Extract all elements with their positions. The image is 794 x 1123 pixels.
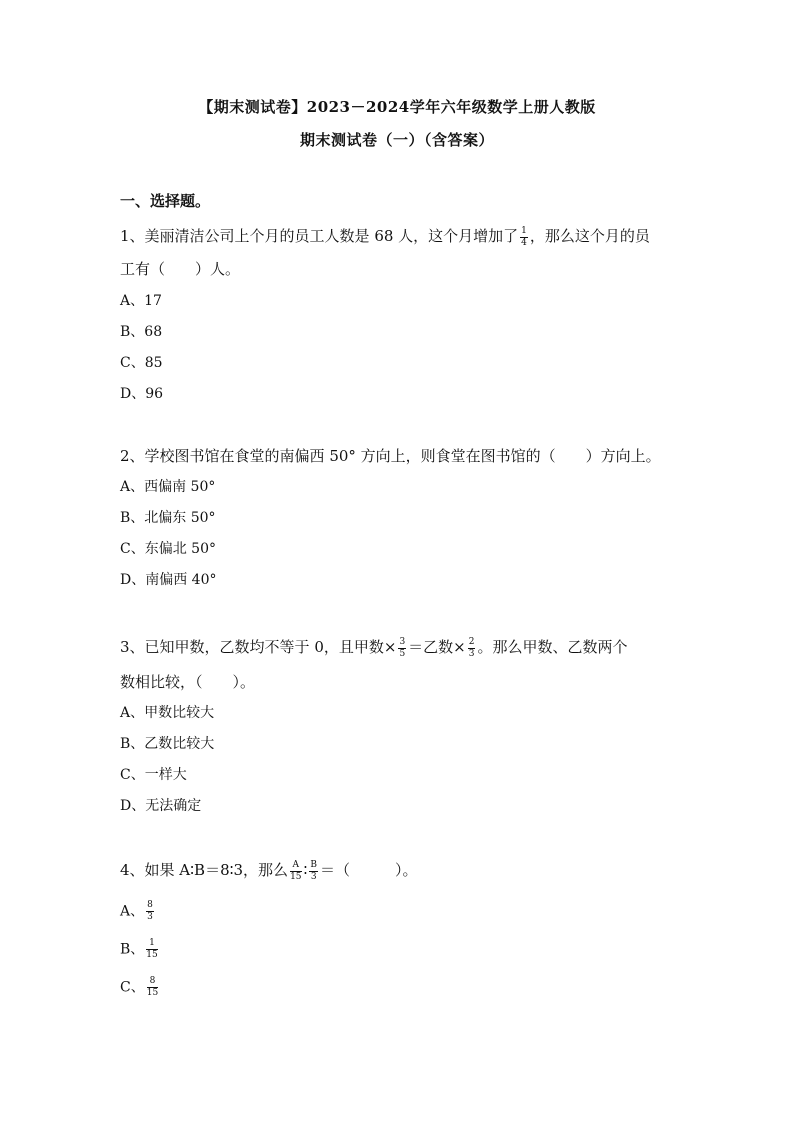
fraction: $\frac{1}{4}$ — [521, 225, 527, 248]
fraction: $\frac{8}{3}$ — [147, 900, 153, 922]
question-3-stem: 3、已知甲数，乙数均不等于 0，且甲数× $\frac{3}{5}$ ＝乙数× $\frac{2}{3}$ 。那么甲数、乙数两个 — [120, 636, 628, 659]
question-3-stem-cont: 数相比较，（ ）。 — [120, 673, 256, 691]
question-2-option-c: C、东偏北 50° — [120, 541, 216, 557]
question-2-option-a: A、西偏南 50° — [120, 479, 216, 495]
question-1-option-d: D、96 — [120, 386, 164, 402]
question-2-stem: 2、学校图书馆在食堂的南偏西 50° 方向上，则食堂在图书馆的（ ）方向上。 — [120, 447, 661, 465]
question-1-stem-cont: 工有（ ）人。 — [120, 260, 241, 278]
question-1-option-c: C、85 — [120, 355, 163, 371]
question-2-option-b: B、北偏东 50° — [120, 510, 216, 526]
question-4-option-a: A、 $\frac{8}{3}$ — [120, 900, 153, 922]
question-4-option-c: C、 $\frac{8}{15}$ — [120, 976, 159, 998]
question-3-option-c: C、一样大 — [120, 767, 187, 783]
question-3-option-d: D、无法确定 — [120, 798, 202, 814]
document-subtitle: 期末测试卷（一）（含答案） — [299, 131, 494, 149]
question-3-option-b: B、乙数比较大 — [120, 736, 215, 752]
question-4-stem: 4、如果 A∶B＝8∶3，那么 $\frac{A}{15}$ ∶ $\frac{B}{3}$ ＝（ ）。 — [120, 859, 418, 882]
section-heading: 一、选择题。 — [120, 192, 211, 210]
fraction: $\frac{1}{15}$ — [146, 938, 158, 960]
fraction: $\frac{3}{5}$ — [399, 636, 406, 659]
question-2-option-d: D、南偏西 40° — [120, 572, 217, 588]
fraction: $\frac{B}{3}$ — [310, 859, 318, 882]
document-title: 【期末测试卷】2023－2024学年六年级数学上册人教版 — [198, 98, 596, 116]
fraction: $\frac{2}{3}$ — [468, 636, 475, 659]
question-3-option-a: A、甲数比较大 — [120, 705, 215, 721]
question-1-stem: 1、美丽清洁公司上个月的员工人数是 68 人，这个月增加了 $\frac{1}{4}$ ，那么这个月的员 — [120, 225, 650, 248]
question-4-option-b: B、 $\frac{1}{15}$ — [120, 938, 158, 960]
question-1-option-b: B、68 — [120, 324, 163, 340]
question-1-option-a: A、17 — [120, 293, 162, 309]
fraction: $\frac{8}{15}$ — [146, 976, 159, 998]
fraction: $\frac{A}{15}$ — [290, 859, 302, 882]
